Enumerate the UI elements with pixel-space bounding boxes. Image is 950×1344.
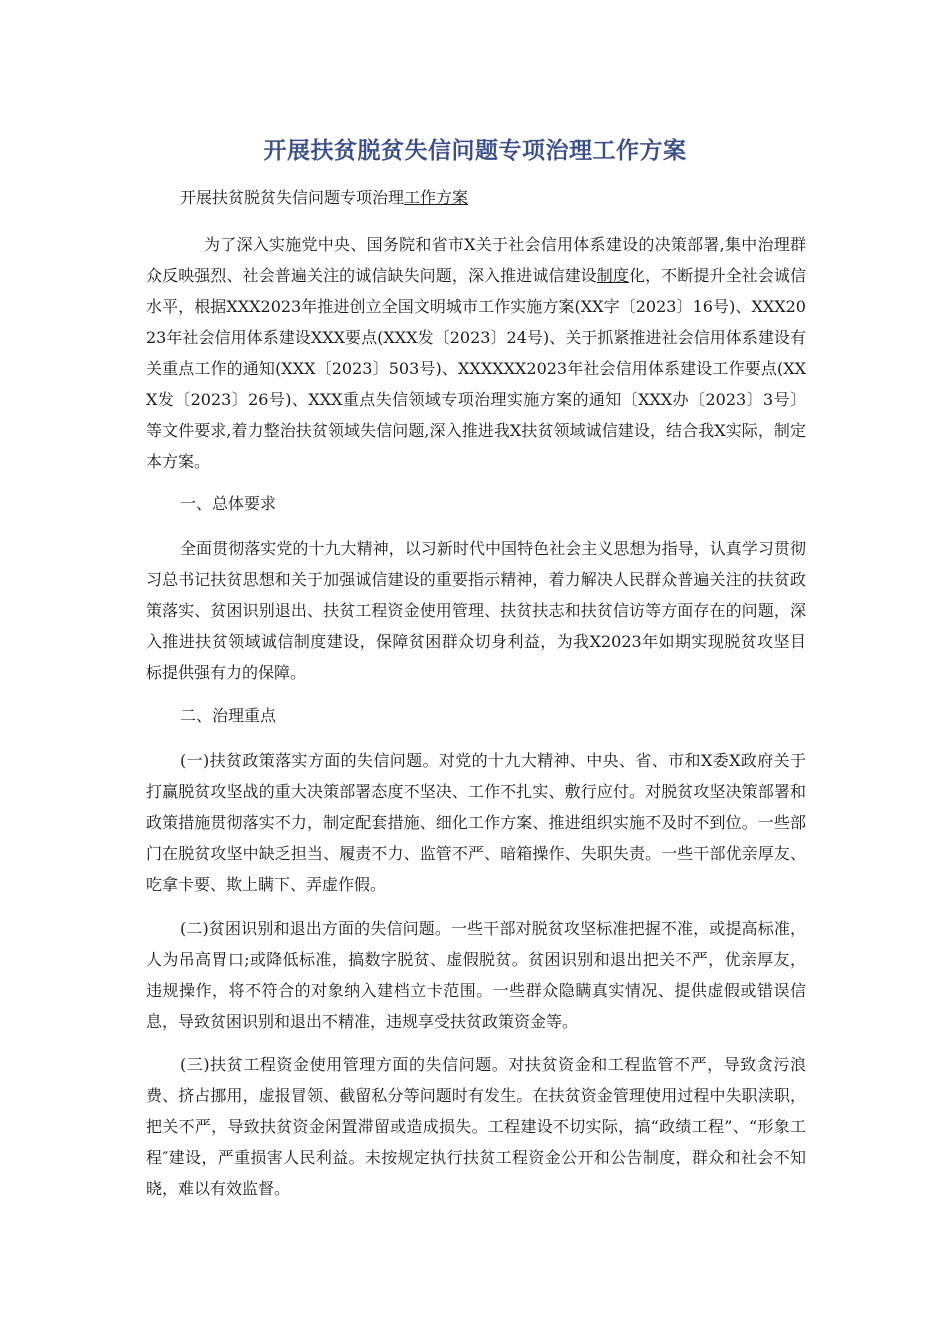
- subtitle-plain: 开展扶贫脱贫失信问题专项治理: [180, 188, 405, 207]
- subtitle-underlined: 工作方案: [404, 188, 469, 207]
- section-heading-2: 二、治理重点: [180, 706, 277, 725]
- intro-underlined-text: 制度: [596, 266, 629, 285]
- intro-text-2: 化，不断提升全社会诚信水平，根据XXX2023年推进创立全国文明城市工作实施方案(XX字〔2023〕16号)、XXX2023年社会信用体系建设XXX要点(XXX发〔2023〕24号)、关于抓紧推进社会信用体系建设有关重点工作的通知(XXX〔2023〕503号)、XXXXXX2023年社会信用体系建设工作要点(XXX发〔2023〕26号)、XXX重点失信领域专项治理实施方案的通知〔XXX办〔2023〕3号〕等文件要求,着力整治扶贫领域失信问题,深入推进我X扶贫领域诚信建设，结合我X实际，制定本方案。: [146, 266, 806, 471]
- document-subtitle: [180, 186, 468, 210]
- paragraph-funds-issues: (三)扶贫工程资金使用管理方面的失信问题。对扶贫资金和工程监管不严，导致贪污浪费、挤占挪用，虚报冒领、截留私分等问题时有发生。在扶贫资金管理使用过程中失职渎职，把关不严，导致扶贫资金闲置滞留或造成损失。工程建设不切实际，搞“政绩工程”、“形象工程″建设，严重损害人民利益。未按规定执行扶贫工程资金公开和公告制度，群众和社会不知晓，难以有效监督。: [146, 1055, 806, 1198]
- paragraph-general-requirements: 全面贯彻落实党的十九大精神，以习新时代中国特色社会主义思想为指导，认真学习贯彻习总书记扶贫思想和关于加强诚信建设的重要指示精神，着力解决人民群众普遍关注的扶贫政策落实、贫困识别退出、扶贫工程资金使用管理、扶贫扶志和扶贫信访等方面存在的问题，深入推进扶贫领域诚信制度建设，保障贫困群众切身利益，为我X2023年如期实现脱贫攻坚目标提供强有力的保障。: [146, 539, 806, 682]
- document-title: 开展扶贫脱贫失信问题专项治理工作方案: [263, 138, 687, 164]
- section-heading-1: 一、总体要求: [180, 494, 277, 513]
- intro-text-1: 为了深入实施党中央、国务院和省市X关于社会信用体系建设的决策部署,集中治理群众反映强烈、社会普遍关注的诚信缺失问题，深入推进诚信建设: [146, 235, 806, 285]
- paragraph-identification-issues: (二)贫困识别和退出方面的失信问题。一些干部对脱贫攻坚标准把握不准，或提高标准，人为吊高胃口;或降低标准，搞数字脱贫、虚假脱贫。贫困识别和退出把关不严，优亲厚友，违规操作，将不符合的对象纳入建档立卡范围。一些群众隐瞒真实情况、提供虚假或错误信息，导致贫困识别和退出不精准，违规享受扶贫政策资金等。: [146, 919, 806, 1031]
- intro-paragraph: [146, 229, 806, 477]
- paragraph-policy-issues: (一)扶贫政策落实方面的失信问题。对党的十九大精神、中央、省、市和X委X政府关于打赢脱贫攻坚战的重大决策部署态度不坚决、工作不扎实、敷行应付。对脱贫攻坚决策部署和政策措施贯彻落实不力，制定配套措施、细化工作方案、推进组织实施不及时不到位。一些部门在脱贫攻坚中缺乏担当、履责不力、监管不严、暗箱操作、失职失责。一些干部优亲厚友、吃拿卡要、欺上瞒下、弄虚作假。: [146, 751, 806, 894]
